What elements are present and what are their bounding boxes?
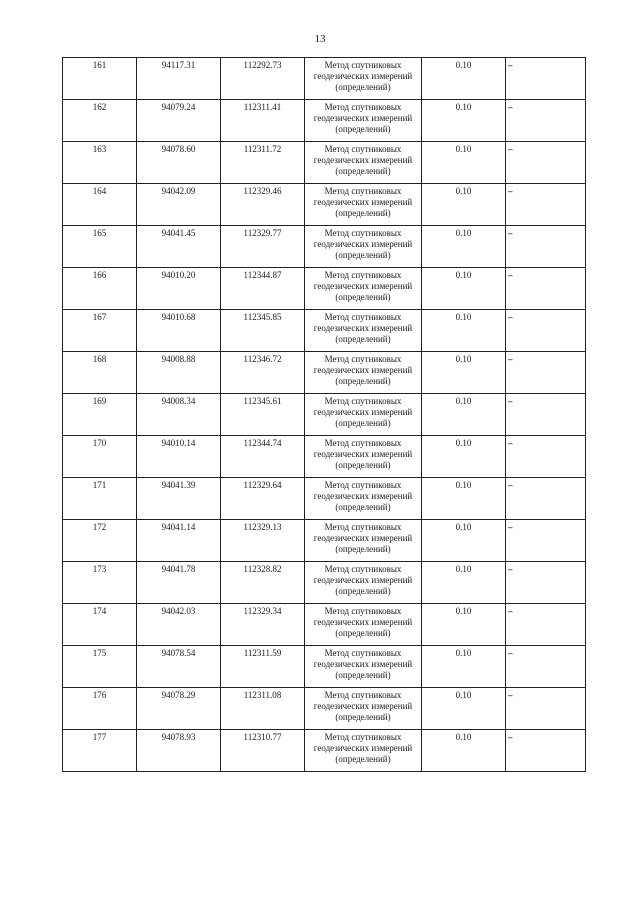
- note-cell: –: [506, 604, 586, 646]
- x-coordinate-cell: 94010.20: [137, 268, 221, 310]
- point-number-cell: 173: [63, 562, 137, 604]
- table-row: [63, 562, 586, 604]
- table-row: [63, 688, 586, 730]
- table-row: [63, 478, 586, 520]
- coordinates-table-body: [63, 58, 586, 772]
- error-cell: 0.10: [422, 310, 506, 352]
- y-coordinate-cell: 112292.73: [221, 58, 305, 100]
- y-coordinate-cell: 112311.41: [221, 100, 305, 142]
- point-number-cell: 172: [63, 520, 137, 562]
- y-coordinate-cell: 112328.82: [221, 562, 305, 604]
- table-row: [63, 604, 586, 646]
- x-coordinate-cell: 94008.34: [137, 394, 221, 436]
- x-coordinate-cell: 94008.88: [137, 352, 221, 394]
- error-cell: 0.10: [422, 58, 506, 100]
- method-cell: Метод спутниковых геодезических измерений (определений): [305, 310, 422, 352]
- point-number-cell: 170: [63, 436, 137, 478]
- table-row: [63, 352, 586, 394]
- x-coordinate-cell: 94041.78: [137, 562, 221, 604]
- note-cell: –: [506, 100, 586, 142]
- y-coordinate-cell: 112329.64: [221, 478, 305, 520]
- error-cell: 0.10: [422, 478, 506, 520]
- page-number: 13: [314, 33, 326, 45]
- y-coordinate-cell: 112344.74: [221, 436, 305, 478]
- y-coordinate-cell: 112311.08: [221, 688, 305, 730]
- point-number-cell: 177: [63, 730, 137, 772]
- point-number-cell: 171: [63, 478, 137, 520]
- y-coordinate-cell: 112329.13: [221, 520, 305, 562]
- note-cell: –: [506, 478, 586, 520]
- note-cell: –: [506, 58, 586, 100]
- point-number-cell: 161: [63, 58, 137, 100]
- y-coordinate-cell: 112311.72: [221, 142, 305, 184]
- x-coordinate-cell: 94078.60: [137, 142, 221, 184]
- method-cell: Метод спутниковых геодезических измерений (определений): [305, 394, 422, 436]
- method-cell: Метод спутниковых геодезических измерений (определений): [305, 688, 422, 730]
- x-coordinate-cell: 94042.03: [137, 604, 221, 646]
- y-coordinate-cell: 112345.61: [221, 394, 305, 436]
- method-cell: Метод спутниковых геодезических измерений (определений): [305, 184, 422, 226]
- method-cell: Метод спутниковых геодезических измерений (определений): [305, 562, 422, 604]
- error-cell: 0.10: [422, 646, 506, 688]
- error-cell: 0.10: [422, 142, 506, 184]
- method-cell: Метод спутниковых геодезических измерений (определений): [305, 268, 422, 310]
- error-cell: 0.10: [422, 436, 506, 478]
- table-row: [63, 310, 586, 352]
- table-row: [63, 142, 586, 184]
- point-number-cell: 163: [63, 142, 137, 184]
- table-row: [63, 226, 586, 268]
- method-cell: Метод спутниковых геодезических измерений (определений): [305, 142, 422, 184]
- y-coordinate-cell: 112346.72: [221, 352, 305, 394]
- note-cell: –: [506, 226, 586, 268]
- error-cell: 0.10: [422, 184, 506, 226]
- note-cell: –: [506, 562, 586, 604]
- x-coordinate-cell: 94041.39: [137, 478, 221, 520]
- table-row: [63, 184, 586, 226]
- x-coordinate-cell: 94010.14: [137, 436, 221, 478]
- y-coordinate-cell: 112329.34: [221, 604, 305, 646]
- error-cell: 0.10: [422, 562, 506, 604]
- point-number-cell: 164: [63, 184, 137, 226]
- table-row: [63, 520, 586, 562]
- x-coordinate-cell: 94041.45: [137, 226, 221, 268]
- method-cell: Метод спутниковых геодезических измерений (определений): [305, 646, 422, 688]
- y-coordinate-cell: 112345.85: [221, 310, 305, 352]
- table-row: [63, 646, 586, 688]
- note-cell: –: [506, 688, 586, 730]
- table-row: [63, 58, 586, 100]
- method-cell: Метод спутниковых геодезических измерений (определений): [305, 58, 422, 100]
- x-coordinate-cell: 94041.14: [137, 520, 221, 562]
- method-cell: Метод спутниковых геодезических измерений (определений): [305, 352, 422, 394]
- x-coordinate-cell: 94010.68: [137, 310, 221, 352]
- error-cell: 0.10: [422, 352, 506, 394]
- point-number-cell: 168: [63, 352, 137, 394]
- method-cell: Метод спутниковых геодезических измерений (определений): [305, 478, 422, 520]
- error-cell: 0.10: [422, 730, 506, 772]
- table-row: [63, 100, 586, 142]
- y-coordinate-cell: 112329.77: [221, 226, 305, 268]
- y-coordinate-cell: 112311.59: [221, 646, 305, 688]
- point-number-cell: 174: [63, 604, 137, 646]
- y-coordinate-cell: 112310.77: [221, 730, 305, 772]
- coordinates-table: [62, 57, 586, 772]
- note-cell: –: [506, 520, 586, 562]
- x-coordinate-cell: 94042.09: [137, 184, 221, 226]
- point-number-cell: 169: [63, 394, 137, 436]
- table-row: [63, 394, 586, 436]
- point-number-cell: 175: [63, 646, 137, 688]
- note-cell: –: [506, 730, 586, 772]
- x-coordinate-cell: 94078.29: [137, 688, 221, 730]
- note-cell: –: [506, 394, 586, 436]
- error-cell: 0.10: [422, 604, 506, 646]
- point-number-cell: 162: [63, 100, 137, 142]
- point-number-cell: 167: [63, 310, 137, 352]
- error-cell: 0.10: [422, 688, 506, 730]
- table-row: [63, 730, 586, 772]
- note-cell: –: [506, 268, 586, 310]
- point-number-cell: 176: [63, 688, 137, 730]
- x-coordinate-cell: 94078.93: [137, 730, 221, 772]
- error-cell: 0.10: [422, 394, 506, 436]
- note-cell: –: [506, 310, 586, 352]
- error-cell: 0.10: [422, 226, 506, 268]
- method-cell: Метод спутниковых геодезических измерений (определений): [305, 520, 422, 562]
- note-cell: –: [506, 436, 586, 478]
- error-cell: 0.10: [422, 268, 506, 310]
- note-cell: –: [506, 142, 586, 184]
- table-row: [63, 268, 586, 310]
- method-cell: Метод спутниковых геодезических измерений (определений): [305, 226, 422, 268]
- method-cell: Метод спутниковых геодезических измерений (определений): [305, 100, 422, 142]
- error-cell: 0.10: [422, 100, 506, 142]
- note-cell: –: [506, 184, 586, 226]
- note-cell: –: [506, 646, 586, 688]
- point-number-cell: 166: [63, 268, 137, 310]
- table-row: [63, 436, 586, 478]
- method-cell: Метод спутниковых геодезических измерений (определений): [305, 436, 422, 478]
- x-coordinate-cell: 94079.24: [137, 100, 221, 142]
- error-cell: 0.10: [422, 520, 506, 562]
- note-cell: –: [506, 352, 586, 394]
- point-number-cell: 165: [63, 226, 137, 268]
- method-cell: Метод спутниковых геодезических измерений (определений): [305, 730, 422, 772]
- x-coordinate-cell: 94078.54: [137, 646, 221, 688]
- x-coordinate-cell: 94117.31: [137, 58, 221, 100]
- y-coordinate-cell: 112329.46: [221, 184, 305, 226]
- method-cell: Метод спутниковых геодезических измерений (определений): [305, 604, 422, 646]
- y-coordinate-cell: 112344.87: [221, 268, 305, 310]
